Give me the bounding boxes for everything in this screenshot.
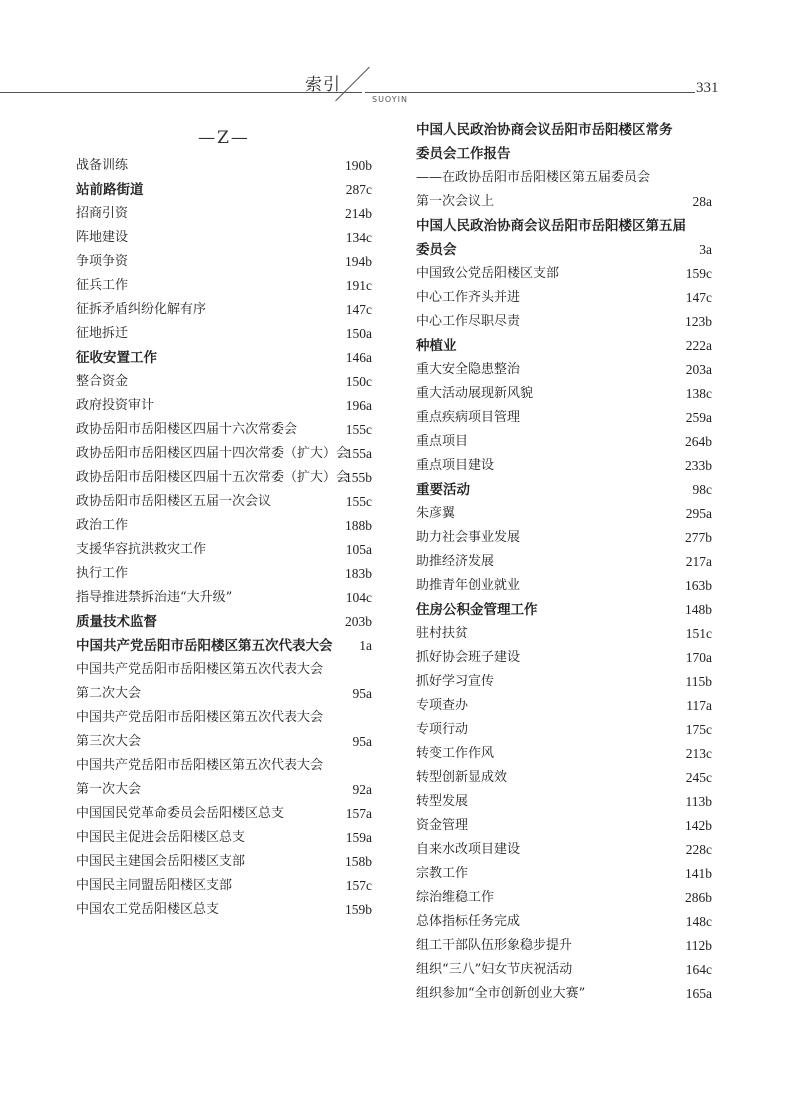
index-entry-label: 中国共产党岳阳市岳阳楼区第五次代表大会 — [76, 638, 333, 654]
index-entry — [416, 358, 712, 382]
index-entry — [416, 766, 712, 790]
index-entry-label: 重点项目 — [416, 434, 469, 449]
index-entry-label: 重点项目建设 — [416, 458, 495, 473]
index-entry-label: 质量技术监督 — [76, 614, 157, 630]
index-entry-page: 92a — [352, 782, 372, 797]
index-entry — [416, 262, 712, 286]
index-entry-page: 175c — [685, 722, 712, 737]
index-entry-page: 159b — [345, 902, 372, 917]
index-entry-label: 中国民主促进会岳阳楼区总支 — [76, 830, 246, 845]
index-entry-label: 中国共产党岳阳市岳阳楼区第五次代表大会 — [76, 758, 324, 773]
index-entry — [416, 574, 712, 598]
index-entry-page: 191c — [345, 278, 372, 293]
index-entry-page: 104c — [345, 590, 372, 605]
index-entry-page: 150c — [345, 374, 372, 389]
index-entry-page: 277b — [685, 530, 712, 545]
index-entry-label-continued: 第一次大会 — [76, 782, 142, 797]
index-entry-label: 中国共产党岳阳市岳阳楼区第五次代表大会 — [76, 710, 324, 725]
index-entry-label: 重要活动 — [416, 482, 470, 498]
index-entry-page: 165a — [685, 986, 712, 1001]
index-entry — [416, 334, 712, 358]
index-entry-label: 中国国民党革命委员会岳阳楼区总支 — [76, 806, 285, 821]
index-entry-label: 中国共产党岳阳市岳阳楼区第五次代表大会 — [76, 662, 324, 677]
index-entry-page: 222a — [685, 338, 712, 353]
index-entry — [416, 982, 712, 1006]
index-entry-page: 196a — [345, 398, 372, 413]
index-entry-label: 征收安置工作 — [76, 350, 157, 366]
index-column-left — [76, 124, 372, 922]
index-entry-page: 194b — [345, 254, 372, 269]
index-entry-page: 146a — [345, 350, 372, 365]
index-entry — [416, 166, 712, 214]
index-entry-label: 政治工作 — [76, 518, 129, 533]
header-subtitle: SUOYIN — [372, 95, 409, 104]
index-entry — [416, 598, 712, 622]
index-entry-page: 3a — [699, 242, 712, 257]
index-entry — [76, 562, 372, 586]
index-entry-page: 155b — [345, 470, 372, 485]
index-entry — [416, 526, 712, 550]
header-title: 索引 — [305, 75, 341, 95]
index-entry-page: 259a — [685, 410, 712, 425]
index-entry-label: 综治维稳工作 — [416, 890, 495, 905]
index-entry-page: 233b — [685, 458, 712, 473]
index-entry — [416, 622, 712, 646]
index-entry-page: 286b — [685, 890, 712, 905]
index-entry-label: 宗教工作 — [416, 866, 469, 881]
index-entry-page: 148b — [685, 602, 712, 617]
index-entry — [76, 850, 372, 874]
index-entry-label: 中国农工党岳阳楼区总支 — [76, 902, 220, 917]
index-entry — [416, 694, 712, 718]
index-entry — [76, 490, 372, 514]
index-entry-label: 支援华容抗洪救灾工作 — [76, 542, 207, 557]
index-entry-page: 164c — [685, 962, 712, 977]
index-entry-label-continued: 委员会 — [416, 242, 457, 258]
index-entry-page: 287c — [345, 182, 372, 197]
index-entry — [76, 706, 372, 754]
index-entry-label: 中国致公党岳阳楼区支部 — [416, 266, 560, 281]
index-entry-label: 中国人民政治协商会议岳阳市岳阳楼区第五届 — [416, 218, 686, 234]
index-entry-label: 种植业 — [416, 338, 457, 354]
index-entry-label: 重大安全隐患整治 — [416, 362, 521, 377]
index-entry-page: 155c — [345, 422, 372, 437]
index-entry — [76, 178, 372, 202]
index-entry-page: 147c — [345, 302, 372, 317]
index-entry-label: 住房公积金管理工作 — [416, 602, 538, 618]
index-entry — [416, 454, 712, 478]
index-entry-page: 188b — [345, 518, 372, 533]
index-entry — [76, 898, 372, 922]
index-entry-page: 155a — [345, 446, 372, 461]
index-entry-page: 112b — [685, 938, 712, 953]
index-entry-page: 183b — [345, 566, 372, 581]
index-entry-page: 123b — [685, 314, 712, 329]
index-entry — [416, 958, 712, 982]
index-entry-label: 转变工作作风 — [416, 746, 495, 761]
index-entry-label: 抓好协会班子建设 — [416, 650, 521, 665]
index-entry-label: 征拆矛盾纠纷化解有序 — [76, 302, 207, 317]
index-entry-page: 115b — [685, 674, 712, 689]
index-entry-label: 助推青年创业就业 — [416, 578, 521, 593]
index-entry-label: 政协岳阳市岳阳楼区五届一次会议 — [76, 494, 272, 509]
index-entry-label: 驻村扶贫 — [416, 626, 469, 641]
index-entry — [416, 742, 712, 766]
index-entry — [416, 862, 712, 886]
index-entry-page: 213c — [685, 746, 712, 761]
index-entry — [76, 346, 372, 370]
index-entry-page: 214b — [345, 206, 372, 221]
index-entry — [76, 298, 372, 322]
index-entry-label: 专项行动 — [416, 722, 469, 737]
index-entry-page: 228c — [685, 842, 712, 857]
index-entry — [76, 466, 372, 490]
index-entry-page: 155c — [345, 494, 372, 509]
index-entry-label: 组织“三八”妇女节庆祝活动 — [416, 962, 573, 977]
index-entry-label: 政协岳阳市岳阳楼区四届十四次常委（扩大）会 — [76, 446, 350, 461]
page-number: 331 — [696, 80, 719, 96]
index-entry — [416, 214, 712, 262]
index-entry-page: 264b — [685, 434, 712, 449]
index-entry-label: 争项争资 — [76, 254, 129, 269]
index-entry-label: 政府投资审计 — [76, 398, 155, 413]
index-entry — [416, 934, 712, 958]
index-entry-page: 148c — [685, 914, 712, 929]
index-entry-label: 中国民主建国会岳阳楼区支部 — [76, 854, 246, 869]
index-entry-page: 95a — [352, 734, 372, 749]
index-entry-label: 抓好学习宣传 — [416, 674, 495, 689]
index-entry-label: 整合资金 — [76, 374, 129, 389]
index-entry — [76, 874, 372, 898]
index-entry-label: 征地拆迁 — [76, 326, 129, 341]
index-entry-page: 141b — [685, 866, 712, 881]
index-column-right — [416, 118, 712, 1006]
index-entry-label: 阵地建设 — [76, 230, 129, 245]
index-entry — [76, 802, 372, 826]
index-entry-page: 95a — [352, 686, 372, 701]
index-entry-label: 站前路街道 — [76, 182, 144, 198]
index-entry — [76, 274, 372, 298]
index-entry — [76, 154, 372, 178]
index-entry — [416, 382, 712, 406]
index-entry — [76, 610, 372, 634]
letter-heading: —Z— — [198, 128, 250, 148]
index-entry-page: 150a — [345, 326, 372, 341]
index-entry-label: 政协岳阳市岳阳楼区四届十六次常委会 — [76, 422, 298, 437]
index-entry-label: 指导推进禁拆治违“大升级” — [76, 590, 233, 605]
index-entry — [416, 406, 712, 430]
index-entry-label: 重大活动展现新风貌 — [416, 386, 534, 401]
index-entry — [76, 658, 372, 706]
index-entry-page: 151c — [685, 626, 712, 641]
index-entry-page: 138c — [685, 386, 712, 401]
index-entry — [76, 226, 372, 250]
index-entry-page: 159a — [345, 830, 372, 845]
index-entry-page: 157c — [345, 878, 372, 893]
index-entry — [416, 646, 712, 670]
index-entry — [416, 886, 712, 910]
index-entry-page: 142b — [685, 818, 712, 833]
index-entry — [416, 910, 712, 934]
index-entry-label: 征兵工作 — [76, 278, 129, 293]
index-entry — [416, 118, 712, 166]
index-entry — [76, 538, 372, 562]
index-entry — [76, 202, 372, 226]
index-entry — [416, 550, 712, 574]
index-entry-label: 助力社会事业发展 — [416, 530, 521, 545]
index-entry-label-continued: 第二次大会 — [76, 686, 142, 701]
index-entry — [416, 286, 712, 310]
index-entry-label: 组织参加“全市创新创业大赛” — [416, 986, 586, 1001]
index-entry-page: 105a — [345, 542, 372, 557]
index-entry — [76, 754, 372, 802]
index-entry — [416, 814, 712, 838]
index-entry — [416, 718, 712, 742]
index-entry-label: ——在政协岳阳市岳阳楼区第五届委员会 — [416, 170, 651, 185]
index-entry-label: 组工干部队伍形象稳步提升 — [416, 938, 573, 953]
index-entry-page: 157a — [345, 806, 372, 821]
index-entry-label: 转型创新显成效 — [416, 770, 508, 785]
page-header — [0, 0, 805, 110]
index-entry — [76, 442, 372, 466]
index-entry-label: 转型发展 — [416, 794, 469, 809]
index-entry-page: 28a — [692, 194, 712, 209]
index-entry — [416, 502, 712, 526]
index-entry-page: 117a — [686, 698, 712, 713]
index-entry — [76, 514, 372, 538]
index-entry-page: 190b — [345, 158, 372, 173]
index-entry-label: 中国民主同盟岳阳楼区支部 — [76, 878, 233, 893]
index-entry-page: 217a — [685, 554, 712, 569]
index-entry-page: 158b — [345, 854, 372, 869]
index-entry — [76, 586, 372, 610]
index-entry-label: 中心工作齐头并进 — [416, 290, 521, 305]
index-entry — [76, 250, 372, 274]
index-entry-label: 专项查办 — [416, 698, 469, 713]
index-entry-label-continued: 第一次会议上 — [416, 194, 495, 209]
index-entry — [76, 370, 372, 394]
index-entry — [76, 418, 372, 442]
index-entry-page: 113b — [685, 794, 712, 809]
index-entry-label: 助推经济发展 — [416, 554, 495, 569]
header-rule-right — [365, 92, 695, 93]
index-entry-page: 1a — [359, 638, 372, 653]
index-entry-label-continued: 委员会工作报告 — [416, 146, 511, 162]
index-entry-page: 147c — [685, 290, 712, 305]
index-entry-label: 战备训练 — [76, 158, 129, 173]
index-entry-page: 295a — [685, 506, 712, 521]
index-entry — [76, 634, 372, 658]
index-entry-label: 朱彦翼 — [416, 506, 456, 521]
index-entry — [76, 826, 372, 850]
index-entry — [76, 394, 372, 418]
index-entry — [76, 322, 372, 346]
index-entry — [416, 310, 712, 334]
index-entry-label: 重点疾病项目管理 — [416, 410, 521, 425]
index-entry-label: 中心工作尽职尽责 — [416, 314, 521, 329]
index-entry-page: 98c — [692, 482, 712, 497]
index-entry-label: 执行工作 — [76, 566, 129, 581]
index-entry-page: 203a — [685, 362, 712, 377]
index-entry-label-continued: 第三次大会 — [76, 734, 142, 749]
index-entry-label: 自来水改项目建设 — [416, 842, 521, 857]
index-entry-label: 政协岳阳市岳阳楼区四届十五次常委（扩大）会 — [76, 470, 350, 485]
index-entry-label: 招商引资 — [76, 206, 129, 221]
index-entry — [416, 478, 712, 502]
index-entry-label: 资金管理 — [416, 818, 469, 833]
index-entry — [416, 838, 712, 862]
index-entry — [416, 430, 712, 454]
index-entry-label: 中国人民政治协商会议岳阳市岳阳楼区常务 — [416, 122, 673, 138]
index-entry-page: 170a — [685, 650, 712, 665]
index-entry-page: 134c — [345, 230, 372, 245]
index-entry-page: 159c — [685, 266, 712, 281]
index-entry-label: 总体指标任务完成 — [416, 914, 521, 929]
index-entry — [416, 790, 712, 814]
index-entry-page: 203b — [345, 614, 372, 629]
index-entry — [416, 670, 712, 694]
index-entry-page: 163b — [685, 578, 712, 593]
index-entry-page: 245c — [685, 770, 712, 785]
